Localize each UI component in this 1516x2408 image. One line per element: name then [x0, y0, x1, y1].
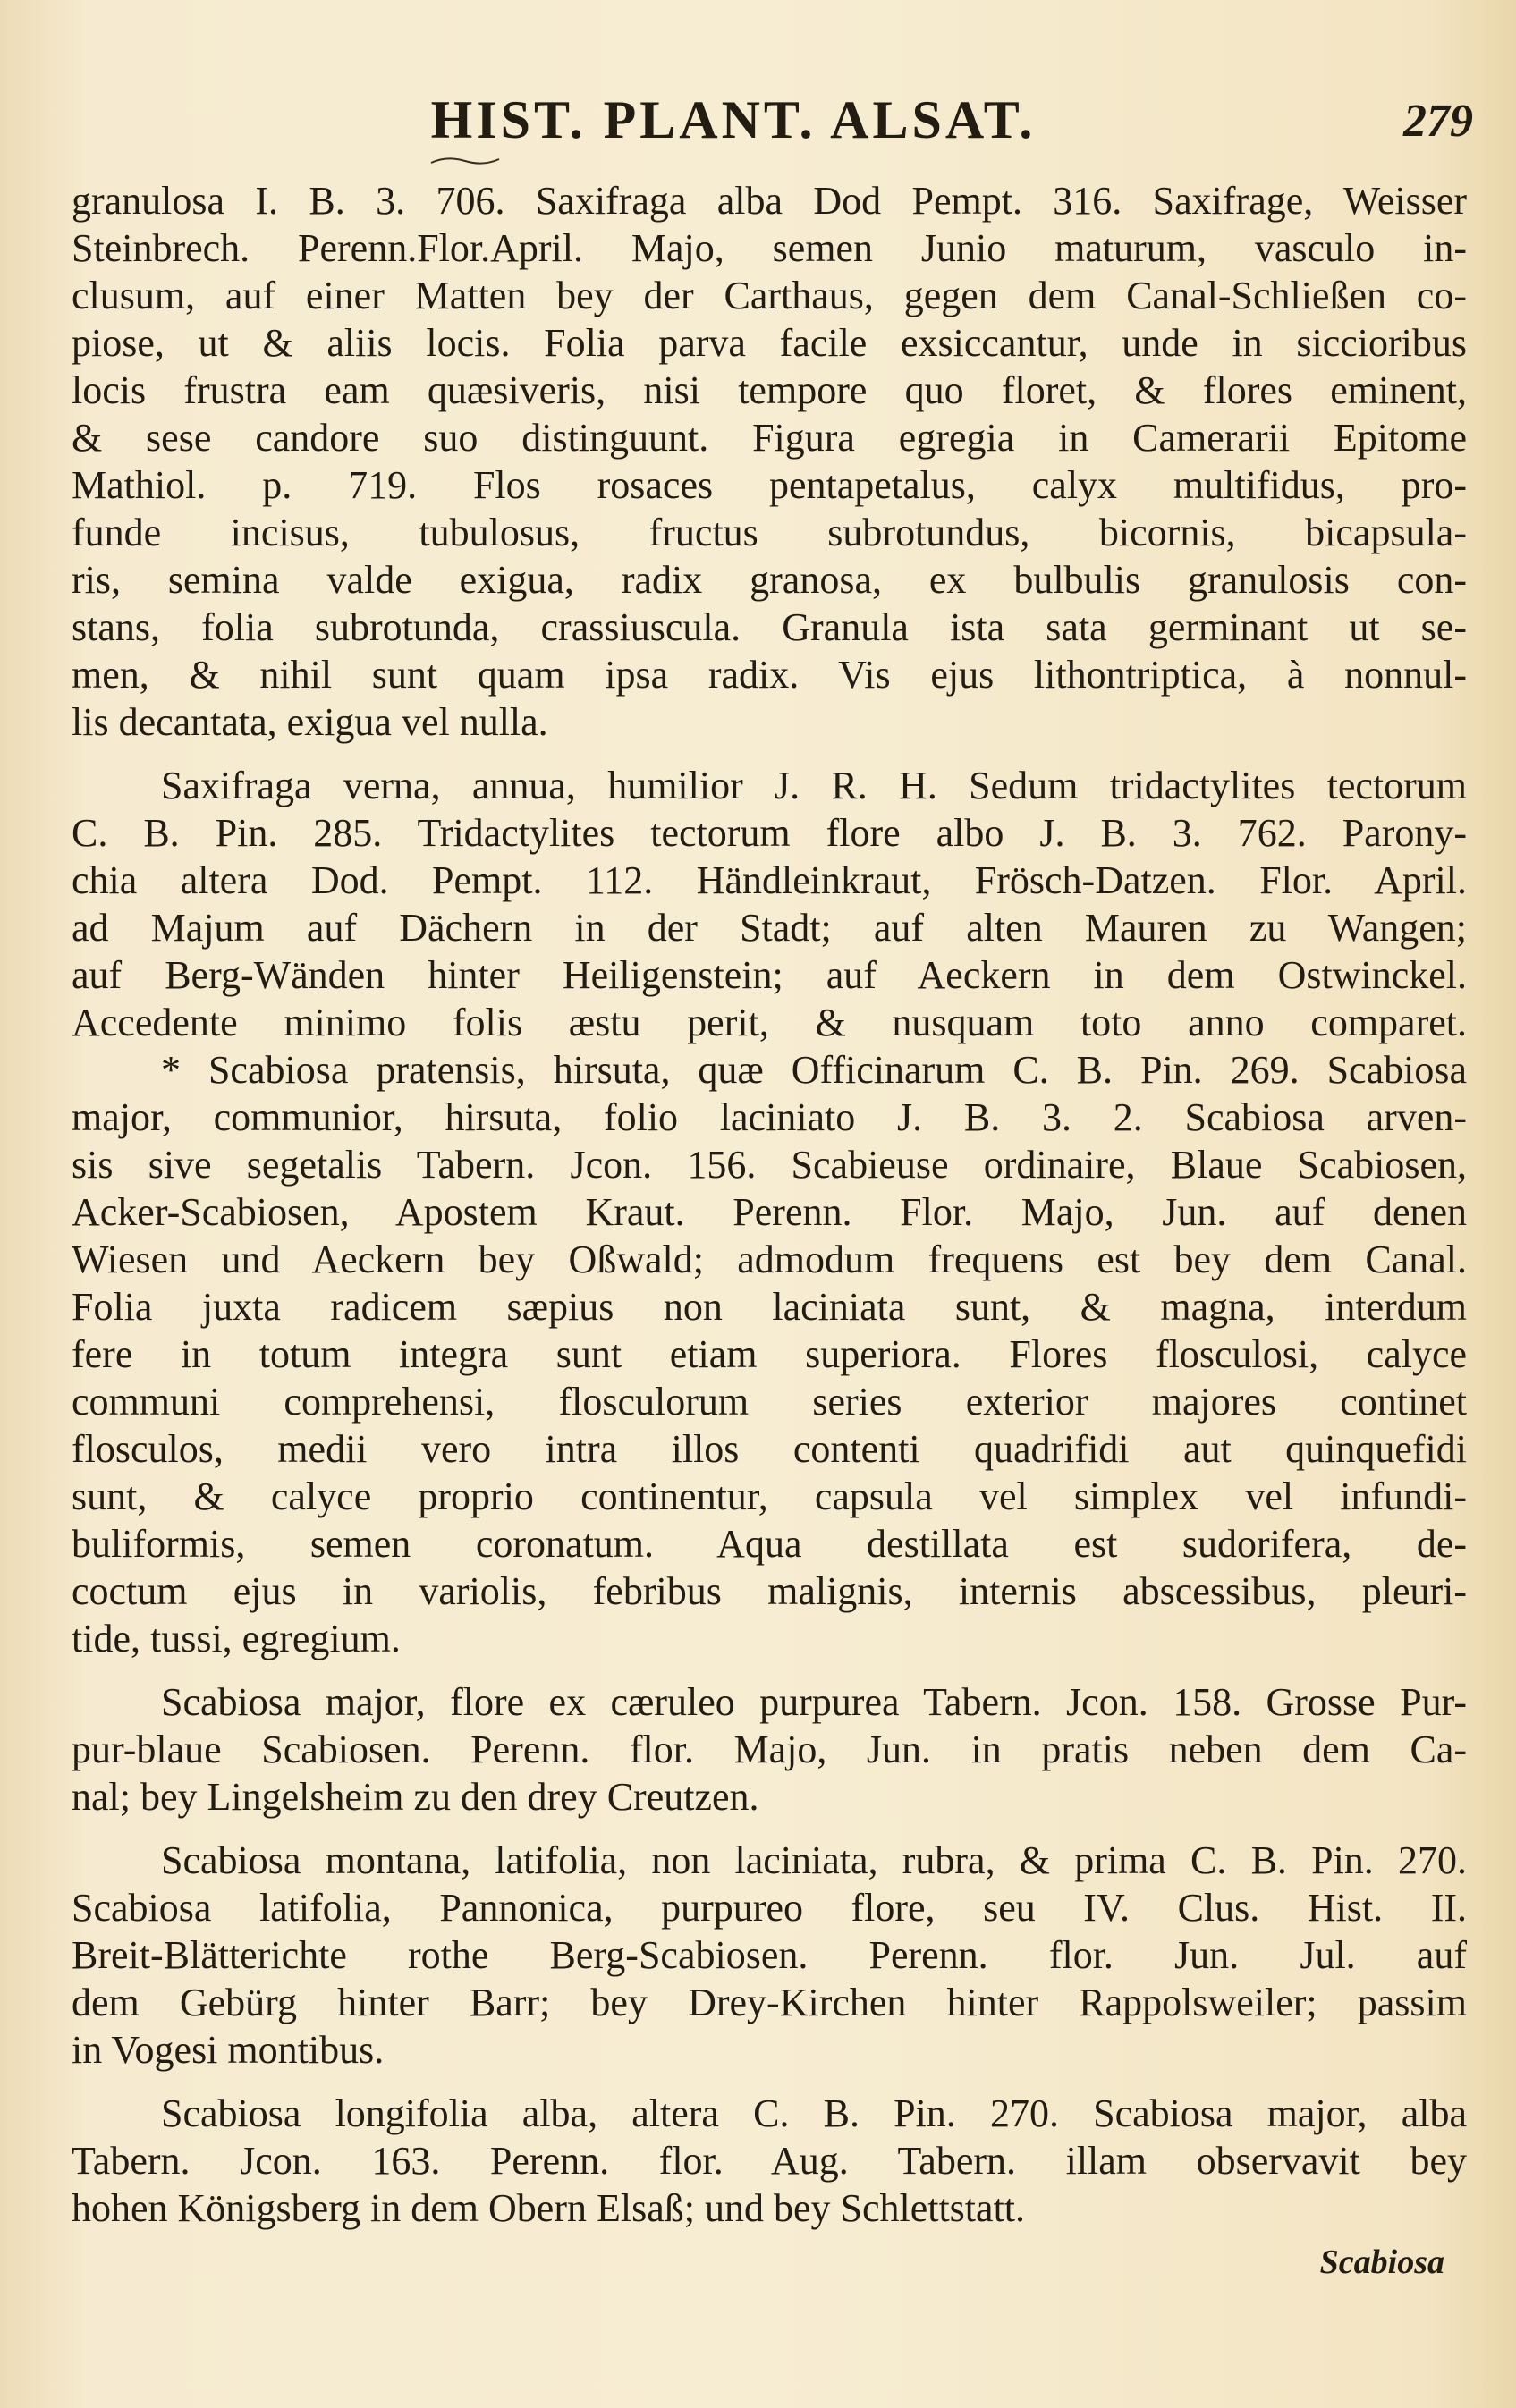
- text-line: sunt, & calyce proprio continentur, capsula vel simplex vel infundi-: [72, 1474, 1467, 1518]
- text-line: Steinbrech. Perenn.Flor.April. Majo, semen Junio maturum, vasculo in-: [72, 226, 1467, 270]
- page-number: 279: [1403, 96, 1473, 147]
- text-line: Breit-Blätterichte rothe Berg-Scabiosen. Perenn. flor. Jun. Jul. auf: [72, 1933, 1467, 1977]
- body-text: [72, 177, 1467, 2232]
- text-line: * Scabiosa pratensis, hirsuta, quæ Officinarum C. B. Pin. 269. Scabiosa: [161, 1048, 1467, 1092]
- text-line: Folia juxta radicem sæpius non laciniata sunt, & magna, interdum: [72, 1285, 1467, 1329]
- text-line: in Vogesi montibus.: [72, 2028, 385, 2072]
- text-line: & sese candore suo distinguunt. Figura egregia in Camerarii Epitome: [72, 416, 1467, 460]
- text-line: chia altera Dod. Pempt. 112. Händleinkraut, Frösch-Datzen. Flor. April.: [72, 858, 1467, 902]
- text-line: nal; bey Lingelsheim zu den drey Creutzen.: [72, 1775, 759, 1819]
- catchword: Scabiosa: [1319, 2243, 1444, 2281]
- running-title: HIST. PLANT. ALSAT.: [430, 90, 1037, 149]
- text-line: stans, folia subrotunda, crassiuscula. Granula ista sata germinant ut se-: [72, 605, 1467, 649]
- text-line: granulosa I. B. 3. 706. Saxifraga alba Dod Pempt. 316. Saxifrage, Weisser: [72, 179, 1467, 223]
- text-line: Wiesen und Aeckern bey Oßwald; admodum frequens est bey dem Canal.: [72, 1238, 1467, 1281]
- text-line: communi comprehensi, flosculorum series exterior majores continet: [72, 1380, 1467, 1424]
- text-line: ris, semina valde exigua, radix granosa, ex bulbulis granulosis con-: [72, 558, 1467, 602]
- text-line: hohen Königsberg in dem Obern Elsaß; und bey Schlettstatt.: [72, 2186, 1026, 2230]
- text-line: major, communior, hirsuta, folio laciniato J. B. 3. 2. Scabiosa arven-: [72, 1095, 1467, 1139]
- text-line: Scabiosa longifolia alba, altera C. B. Pin. 270. Scabiosa major, alba: [161, 2091, 1467, 2135]
- text-line: sis sive segetalis Tabern. Jcon. 156. Scabieuse ordinaire, Blaue Scabiosen,: [72, 1143, 1467, 1187]
- text-line: lis decantata, exigua vel nulla.: [72, 700, 548, 744]
- text-line: dem Gebürg hinter Barr; bey Drey-Kirchen hinter Rappolsweiler; passim: [72, 1981, 1467, 2024]
- text-line: auf Berg-Wänden hinter Heiligenstein; auf Aeckern in dem Ostwinckel.: [72, 953, 1467, 997]
- text-line: Tabern. Jcon. 163. Perenn. flor. Aug. Tabern. illam observavit bey: [72, 2139, 1467, 2183]
- text-line: Saxifraga verna, annua, humilior J. R. H. Sedum tridactylites tectorum: [161, 764, 1467, 807]
- text-line: clusum, auf einer Matten bey der Carthaus, gegen dem Canal-Schließen co-: [72, 274, 1467, 317]
- text-line: funde incisus, tubulosus, fructus subrotundus, bicornis, bicapsula-: [72, 511, 1467, 554]
- text-line: men, & nihil sunt quam ipsa radix. Vis ejus lithontriptica, à nonnul-: [72, 653, 1467, 697]
- text-line: buliformis, semen coronatum. Aqua destillata est sudorifera, de-: [72, 1522, 1467, 1566]
- text-line: tide, tussi, egregium.: [72, 1617, 401, 1660]
- text-line: fere in totum integra sunt etiam superiora. Flores flosculosi, calyce: [72, 1332, 1467, 1376]
- text-line: coctum ejus in variolis, febribus malignis, internis abscessibus, pleuri-: [72, 1569, 1467, 1613]
- text-line: Mathiol. p. 719. Flos rosaces pentapetalus, calyx multifidus, pro-: [72, 463, 1467, 507]
- text-line: piose, ut & aliis locis. Folia parva facile exsiccantur, unde in siccioribus: [72, 321, 1467, 365]
- text-line: ad Majum auf Dächern in der Stadt; auf alten Mauren zu Wangen;: [72, 906, 1467, 950]
- text-line: Scabiosa major, flore ex cæruleo purpurea Tabern. Jcon. 158. Grosse Pur-: [161, 1680, 1467, 1724]
- text-line: C. B. Pin. 285. Tridactylites tectorum flore albo J. B. 3. 762. Parony-: [72, 811, 1467, 855]
- text-line: locis frustra eam quæsiveris, nisi tempore quo floret, & flores eminent,: [72, 368, 1467, 412]
- text-line: Scabiosa montana, latifolia, non laciniata, rubra, & prima C. B. Pin. 270.: [161, 1838, 1467, 1882]
- ornament-icon: [429, 154, 501, 166]
- text-line: Accedente minimo folis æstu perit, & nusquam toto anno comparet.: [72, 1001, 1467, 1044]
- page-header: [0, 89, 1516, 161]
- text-line: Scabiosa latifolia, Pannonica, purpureo flore, seu IV. Clus. Hist. II.: [72, 1886, 1467, 1930]
- text-line: flosculos, medii vero intra illos contenti quadrifidi aut quinquefidi: [72, 1427, 1467, 1471]
- text-line: Acker-Scabiosen, Apostem Kraut. Perenn. Flor. Majo, Jun. auf denen: [72, 1190, 1467, 1234]
- text-line: pur-blaue Scabiosen. Perenn. flor. Majo, Jun. in pratis neben dem Ca-: [72, 1728, 1467, 1771]
